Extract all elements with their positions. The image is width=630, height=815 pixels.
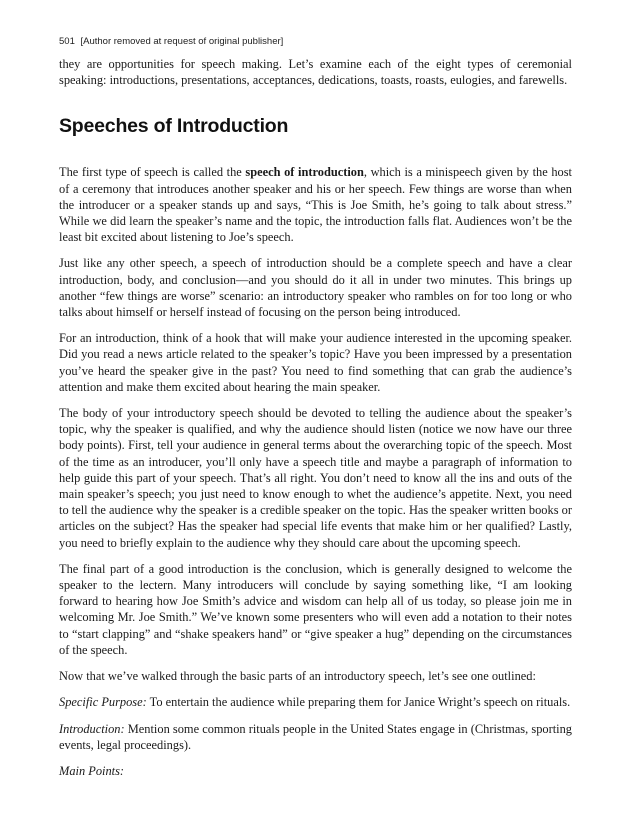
specific-purpose-label: Specific Purpose: [59,695,147,710]
intro-paragraph: they are opportunities for speech making. Let’s examine each of the eight types of ceremonial speaking: introductions, presentations, acceptances, dedications, toasts, roasts, eulogies, and farewells. [59,57,572,88]
section-heading: Speeches of Introduction [59,115,289,138]
main-points-label: Main Points: [59,763,125,778]
outline-specific-purpose [59,694,572,710]
author-attribution: [Author removed at request of original publisher] [80,36,284,47]
paragraph-body: The body of your introductory speech should be devoted to telling the audience about the speaker’s topic, why the speaker is qualified, and why the audience should listen (notice we now have our three body points). First, tell your audience in general terms about the overarching topic of the speech. Most of the time as an introducer, you’ll only have a speech title and maybe a paragraph of information to help guide this part of your speech. That’s all right. You don’t need to know all the ins and outs of the main speaker’s speech; you just need to know enough to whet the audience’s appetite. Next, you need to tell the audience why the speaker is a credible speaker on the topic. Has the speaker written books or articles on the subject? Has the speaker had special life events that make him or her qualified? Lastly, you need to briefly explain to the audience why they should care about the upcoming speech. [59,406,572,550]
running-header [59,36,572,48]
paragraph-hook: For an introduction, think of a hook that will make your audience interested in the upcoming speaker. Did you read a news article related to the speaker’s topic? Have you been impressed by a presentation you’ve heard the speaker give in the past? You need to find something that can grab the audience’s attention and make them excited about hearing the main speaker. [59,331,572,394]
definition-after: , which is a minispeech given by the host of a ceremony that introduces another speaker and his or her speech. Few things are worse than when the introducer or a speaker stands up and says, “This is Joe Smith, he’s going to talk about stress.” While we did learn the speaker’s name and the topic, the introduction falls flat. Audiences won’t be the least bit excited about listening to Joe’s speech. [59,165,572,245]
specific-purpose-text: To entertain the audience while preparing them for Janice Wright’s speech on rituals. [146,695,571,710]
introduction-text: Mention some common rituals people in the United States engage in (Christmas, sporting events, legal proceedings). [59,721,572,752]
paragraph-conclusion: The final part of a good introduction is the conclusion, which is generally designed to welcome the speaker to the lectern. Many introducers will conclude by saying something like, “I am looking forward to hearing how Joe Smith’s advice and wisdom can help all of us today, so please join me in welcoming Mr. Joe Smith.” We’ve known some presenters who will even add a notation to their notes to “start clapping” and “shake speakers hand” or “give speaker a hug” depending on the circumstances of the speech. [59,561,572,657]
paragraph-structure: Just like any other speech, a speech of introduction should be a complete speech and have a clear introduction, body, and conclusion—and you should do it all in under two minutes. This brings up another “few things are worse” scenario: an introductory speaker who rambles on for too long or who talks about himself or herself instead of focusing on the person being introduced. [59,256,572,320]
key-term: speech of introduction [245,165,364,180]
introduction-label: Introduction: [59,721,125,736]
definition-before: The first type of speech is called the [59,165,246,180]
outline-introduction [59,721,572,753]
page-number: 501 [59,36,75,47]
paragraph-outline-lead: Now that we’ve walked through the basic parts of an introductory speech, let’s see one outlined: [59,669,536,684]
document-page [59,36,572,789]
paragraph-definition [59,164,572,245]
outline-main-points [59,763,572,779]
